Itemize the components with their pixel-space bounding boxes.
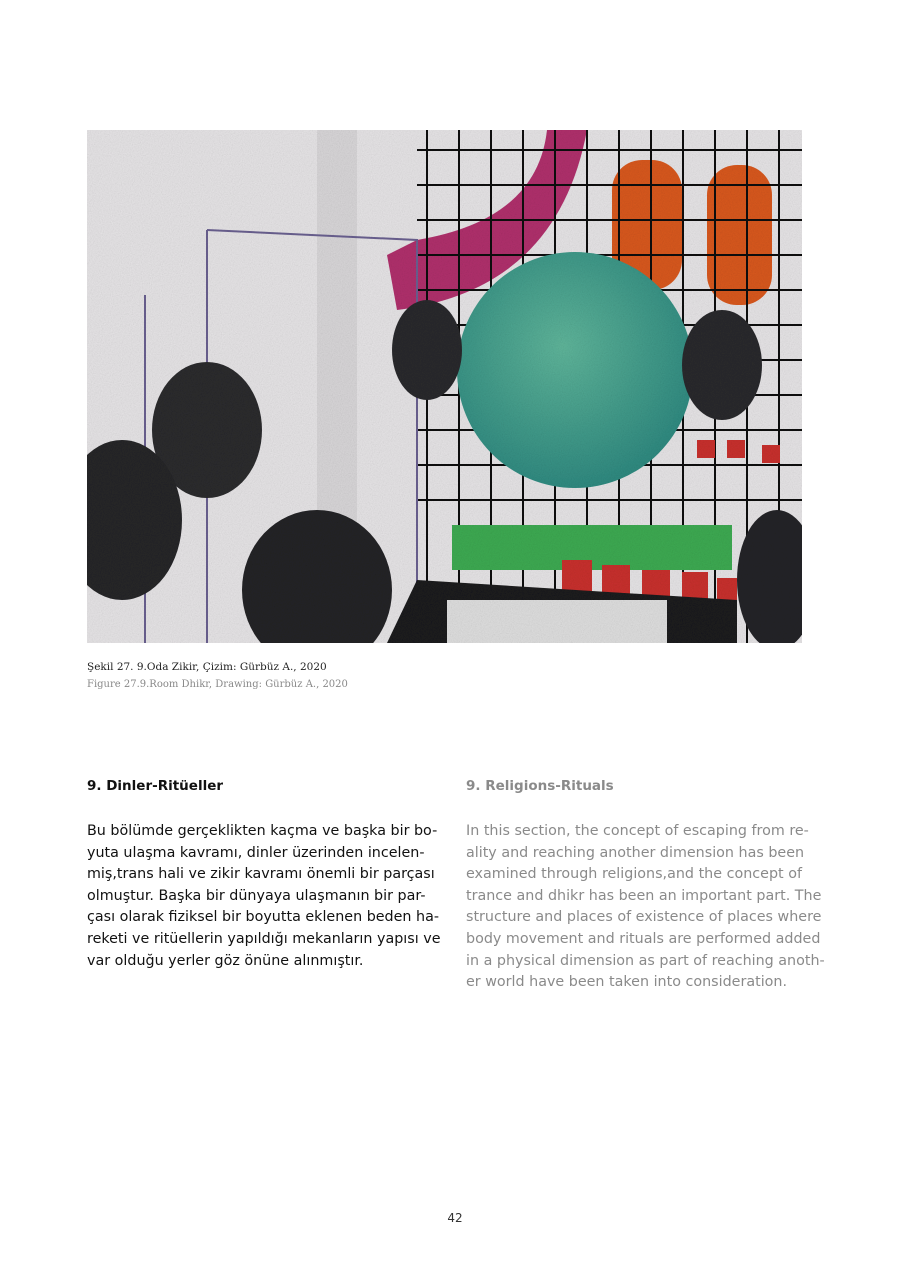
- text-line: er world have been taken into consideration.: [466, 974, 788, 991]
- body-text-turkish: [87, 821, 441, 972]
- text-line: examined through religions,and the concept of: [466, 866, 802, 883]
- text-line: Bu bölümde gerçeklikten kaçma ve başka bir bo-: [87, 823, 438, 839]
- text-line: var olduğu yerler göz önüne alınmıştır.: [87, 952, 364, 969]
- section-heading-english: 9. Religions-Rituals: [466, 778, 614, 794]
- text-line: yuta ulaşma kavramı, dinler üzerinden incelen-: [87, 844, 425, 861]
- text-line: body movement and rituals are performed added: [466, 930, 821, 947]
- body-text-english: [466, 821, 825, 994]
- illustration-scene: [87, 130, 802, 643]
- text-line: ality and reaching another dimension has been: [466, 844, 805, 861]
- room-dhikr-illustration: [87, 130, 802, 643]
- text-line: çası olarak fiziksel bir boyutta eklenen beden ha-: [87, 909, 440, 926]
- text-line: reketi ve ritüellerin yapıldığı mekanların yapısı ve: [87, 930, 441, 947]
- text-line: olmuştur. Başka bir dünyaya ulaşmanın bir par-: [87, 887, 426, 904]
- page-number: 42: [447, 1211, 463, 1225]
- section-heading-turkish: 9. Dinler-Ritüeller: [87, 778, 224, 794]
- text-line: miş,trans hali ve zikir kavramı önemli bir parçası: [87, 866, 435, 883]
- text-line: In this section, the concept of escaping from re-: [466, 823, 809, 839]
- text-line: trance and dhikr has been an important part. The: [466, 887, 822, 904]
- text-line: structure and places of existence of places where: [466, 909, 822, 926]
- figure-caption-turkish: Şekil 27. 9.Oda Zikir, Çizim: Gürbüz A., 2020: [87, 661, 327, 673]
- text-line: in a physical dimension as part of reaching anoth-: [466, 952, 825, 969]
- figure-caption-english: Figure 27.9.Room Dhikr, Drawing: Gürbüz A., 2020: [87, 679, 348, 690]
